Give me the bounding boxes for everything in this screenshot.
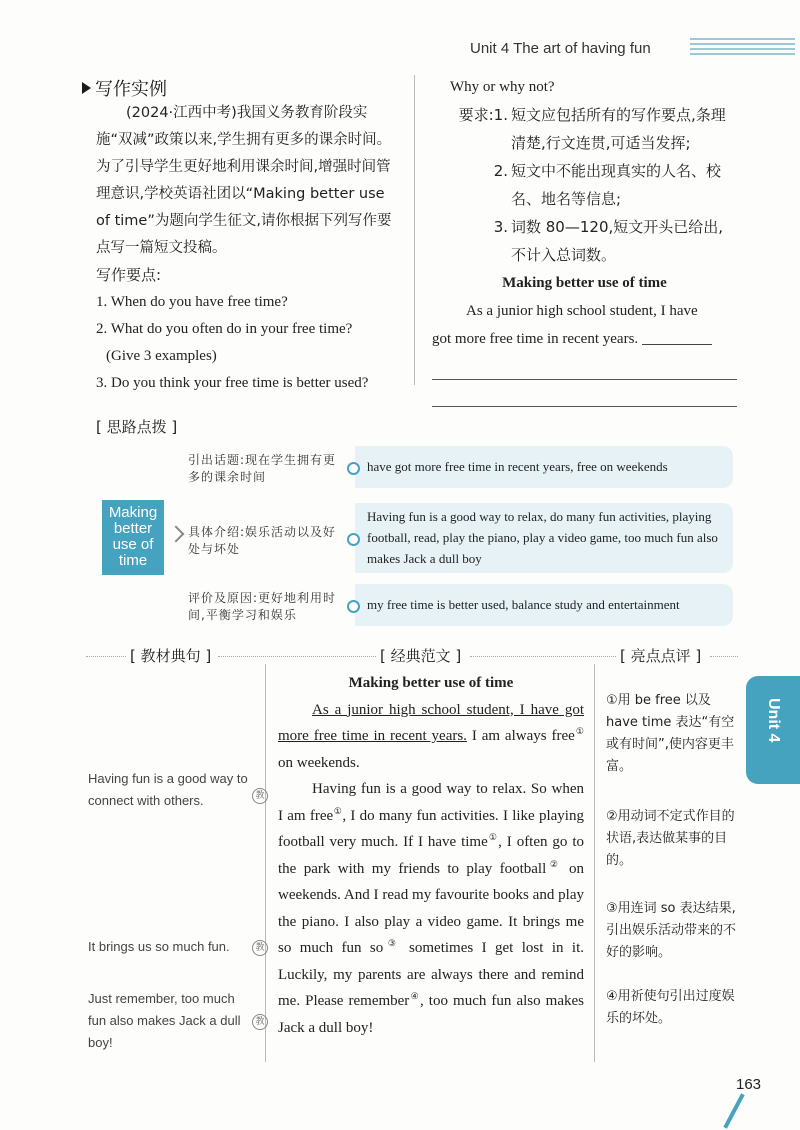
mindmap-center: Making better use of time: [102, 500, 164, 575]
point-item: 2. What do you often do in your free time?: [96, 321, 353, 337]
prompt-right-column: [432, 73, 737, 407]
comment-item: ③用连词 so 表达结果,引出娱乐活动带来的不好的影响。: [606, 901, 737, 960]
requirement-item: 3. 词数 80—120,短文开头已给出,不计入总词数。: [493, 218, 724, 264]
running-header: Unit 4 The art of having fun: [470, 40, 651, 57]
pen-decoration: [723, 1093, 744, 1128]
page-number: 163: [736, 1076, 762, 1093]
points-label: 写作要点:: [96, 266, 162, 284]
essay-start: As a junior high school student, I have: [466, 303, 698, 319]
model-paragraph: As a junior high school student, I have got more free time in recent years. I am always free① on weekends.: [278, 701, 584, 771]
chevron-right-icon: [168, 526, 185, 543]
branch-label: 具体介绍:娱乐活动以及好处与坏处: [188, 525, 337, 556]
prompt-left-column: [96, 100, 396, 397]
column-divider: [265, 664, 266, 1062]
dotted-divider: [86, 656, 126, 657]
dotted-divider: [710, 656, 738, 657]
bullet-icon: [347, 533, 360, 546]
textbook-icon: 教: [252, 1014, 268, 1030]
answer-line[interactable]: [432, 380, 737, 407]
branch-label: 引出话题:现在学生拥有更多的课余时间: [188, 453, 337, 484]
comment-item: ②用动词不定式作目的状语,表达做某事的目的。: [606, 809, 735, 868]
textbook-icon: 教: [252, 940, 268, 956]
point-item: (Give 3 examples): [106, 348, 217, 364]
column-divider: [594, 664, 595, 1062]
column-divider: [414, 75, 415, 385]
textbook-quote: Having fun is a good way to connect with others.: [88, 771, 248, 808]
unit-tab: Unit 4: [746, 676, 800, 784]
model-essay: [278, 670, 584, 1041]
model-header: [ 经典范文 ]: [380, 647, 462, 665]
bullet-icon: [347, 462, 360, 475]
essay-start-line2: got more free time in recent years.: [432, 325, 737, 353]
answer-blank[interactable]: [642, 330, 712, 345]
branch-box: my free time is better used, balance study and entertainment: [355, 584, 733, 626]
point-item: 3. Do you think your free time is better used?: [96, 375, 369, 391]
textbook-header: [ 教材典句 ]: [130, 647, 212, 665]
textbook-quote: Just remember, too much fun also makes Jack a dull boy!: [88, 991, 241, 1050]
why-question: Why or why not?: [450, 79, 555, 95]
requirement-item: 要求:1. 短文应包括所有的写作要点,条理清楚,行文连贯,可适当发挥;: [458, 106, 726, 152]
branch-box: have got more free time in recent years, free on weekends: [355, 446, 733, 488]
branch-box: Having fun is a good way to relax, do many fun activities, playing football, read, play the piano, play a video game, too much fun also makes Jack a dull boy: [355, 503, 733, 573]
triangle-icon: [82, 82, 91, 94]
dotted-divider: [218, 656, 376, 657]
textbook-icon: 教: [252, 788, 268, 804]
comment-item: ①用 be free 以及 have time 表达“有空或有时间”,使内容更丰富。: [606, 693, 735, 774]
requirement-item: 2. 短文中不能出现真实的人名、校名、地名等信息;: [493, 162, 722, 208]
bullet-icon: [347, 600, 360, 613]
model-paragraph: Having fun is a good way to relax. So when I am free①, I do many fun activities. I like playing football very much. If I have time①, I often go to the park with my friends to play football② on weekends. And I read my favourite books and play the piano. I also play a video game. It brings me so much fun so③ sometimes I get lost in it. Luckily, my parents are always there and remind me. Please remember④, too much fun also makes Jack a dull boy!: [278, 781, 584, 1036]
dotted-divider: [470, 656, 616, 657]
model-title: Making better use of time: [348, 675, 514, 691]
writing-points: [96, 289, 396, 397]
point-item: 1. When do you have free time?: [96, 294, 288, 310]
essay-title: Making better use of time: [502, 275, 667, 291]
comments-header: [ 亮点点评 ]: [620, 647, 702, 665]
section-title: 写作实例: [82, 75, 167, 101]
textbook-quote: It brings us so much fun.: [88, 939, 230, 954]
answer-line[interactable]: [432, 353, 737, 380]
comment-item: ④用祈使句引出过度娱乐的坏处。: [606, 989, 735, 1026]
branch-label: 评价及原因:更好地利用时间,平衡学习和娱乐: [188, 591, 337, 622]
ideas-label: [ 思路点拨 ]: [96, 418, 178, 436]
header-decoration: [690, 38, 795, 60]
prompt-intro: (2024·江西中考)我国义务教育阶段实施“双减”政策以来,学生拥有更多的课余时间。为了引导学生更好地利用课余时间,增强时间管理意识,学校英语社团以“Making better use of time”为题向学生征文,请你根据下列写作要点写一篇短文投稿。: [96, 105, 392, 256]
